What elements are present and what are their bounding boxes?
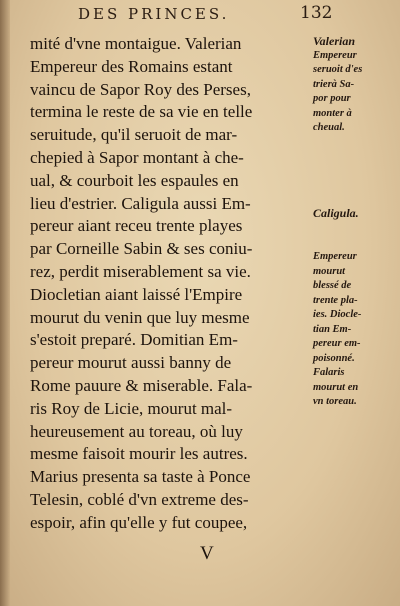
running-header [20, 3, 390, 25]
margin-note-line: seruoit d'es [313, 64, 363, 75]
text-line: ris Roy de Licie, mourut mal- [30, 398, 233, 418]
text-line: pereur mourut aussi banny de [30, 353, 232, 373]
margin-note-line: ies. Diocle- [313, 309, 362, 320]
text-line: heureusement au toreau, où luy [30, 421, 243, 441]
text-line: Diocletian aiant laissé l'Empire [30, 284, 243, 304]
margin-note-line: Valerian [313, 34, 356, 48]
margin-note-line: mourut [313, 265, 346, 277]
text-line: pereur aiant receu trente playes [30, 216, 243, 236]
text-line: rez, perdit miserablement sa vie. [30, 261, 251, 281]
margin-note-line: tian Em- [313, 323, 352, 335]
text-line: Empereur des Romains estant [30, 56, 233, 76]
text-line: mesme faisoit mourir les autres. [30, 444, 248, 464]
margin-note-line: Caligula. [313, 206, 359, 220]
text-line: vaincu de Sapor Roy des Perses, [30, 79, 251, 99]
text-line: Marius presenta sa taste à Ponce [30, 467, 251, 487]
page-number: 132 [300, 3, 333, 23]
signature-mark: V [200, 543, 214, 564]
text-line: termina le reste de sa vie en telle [30, 102, 253, 122]
main-text-block [30, 33, 310, 535]
margin-note-line: cheual. [313, 122, 345, 133]
text-line: Telesin, coblé d'vn extreme des- [30, 489, 249, 509]
text-line: Rome pauure & miserable. Fala- [30, 375, 253, 395]
text-line: mourut du venin que luy mesme [30, 307, 250, 327]
margin-note-line: por pour [313, 93, 351, 104]
margin-note-line: Empereur [313, 49, 357, 61]
text-line: mité d'vne montaigue. Valerian [30, 34, 242, 53]
margin-note-line: trierà Sa- [313, 78, 355, 90]
margin-note-line: Falaris [313, 367, 345, 378]
margin-note-line: monter à [313, 107, 352, 119]
page-gutter [0, 0, 10, 606]
margin-note-line: pereur em- [313, 338, 361, 349]
margin-note-line: vn toreau. [313, 396, 357, 407]
text-line: ual, & courboit les espaules en [30, 170, 239, 190]
text-line: seruitude, qu'il seruoit de mar- [30, 125, 238, 145]
margin-note-valerian [313, 34, 362, 136]
margin-note-line: mourut en [313, 381, 359, 393]
running-title: DES PRINCES. [78, 5, 230, 23]
margin-note-caligula [313, 206, 359, 221]
text-line: chepied à Sapor montant à che- [30, 147, 244, 167]
text-line: s'estoit preparé. Domitian Em- [30, 330, 238, 350]
margin-note-line: poisonné. [313, 352, 355, 364]
margin-note-line: Empereur [313, 251, 357, 262]
text-line: par Corneille Sabin & ses coniu- [30, 239, 253, 259]
margin-note-line: trente pla- [313, 294, 358, 306]
margin-note-line: blessé de [313, 280, 352, 291]
text-line: lieu d'estrier. Caligula aussi Em- [30, 193, 251, 213]
text-line: espoir, afin qu'elle y fut coupee, [30, 512, 248, 532]
margin-note-emperors [313, 250, 361, 410]
